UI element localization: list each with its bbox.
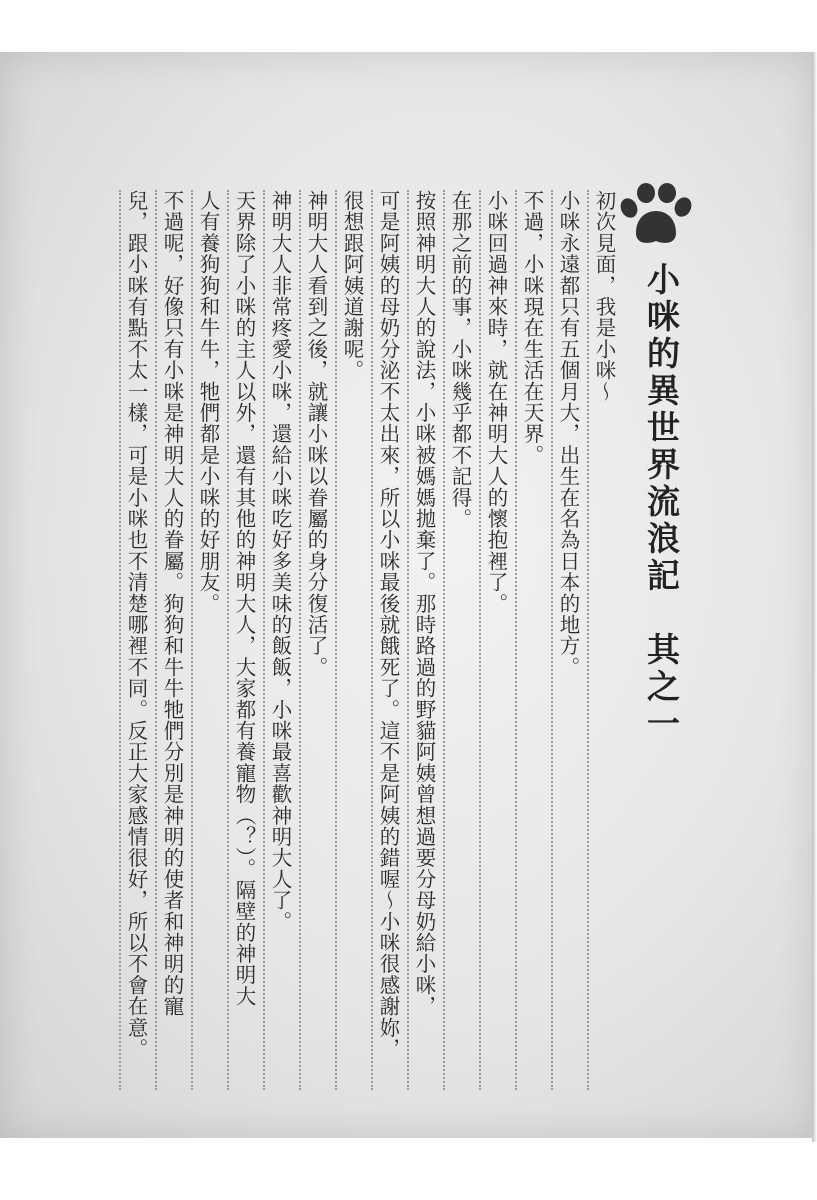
paw-print-icon [620,183,692,249]
text-column-13: 不過呢，好像只有小咪是神明大人的眷屬。狗狗和牛牛牠們分別是神明的使者和神明的寵 [155,190,187,1090]
text-column-11: 天界除了小咪的主人以外，還有其他的神明大人，大家都有養寵物（？）。隔壁的神明大 [227,190,259,1090]
body-text [100,190,620,1090]
text-column-5: 在那之前的事，小咪幾乎都不記得。 [443,190,475,1090]
text-column-2: 小咪永遠都只有五個月大，出生在名為日本的地方。 [551,190,583,1090]
text-column-14: 兒，跟小咪有點不太一樣，可是小咪也不清楚哪裡不同。反正大家感情很好，所以不會在意。 [119,190,151,1090]
text-column-3: 不過，小咪現在生活在天界。 [515,190,547,1090]
page-edge [812,52,817,1142]
text-column-9: 神明大人看到之後，就讓小咪以眷屬的身分復活了。 [299,190,331,1090]
text-column-1: 初次見面，我是小咪～ [587,190,619,1090]
text-column-4: 小咪回過神來時，就在神明大人的懷抱裡了。 [479,190,511,1090]
text-column-8: 很想跟阿姨道謝呢。 [335,190,367,1090]
text-column-12: 人有養狗狗和牛牛，牠們都是小咪的好朋友。 [191,190,223,1090]
text-column-10: 神明大人非常疼愛小咪，還給小咪吃好多美味的飯飯，小咪最喜歡神明大人了。 [263,190,295,1090]
text-column-7: 可是阿姨的母奶分泌不太出來，所以小咪最後就餓死了。這不是阿姨的錯喔～小咪很感謝妳， [371,190,403,1090]
text-column-6: 按照神明大人的說法，小咪被媽媽拋棄了。那時路過的野貓阿姨曾想過要分母奶給小咪， [407,190,439,1090]
chapter-title: 小咪的異世界流浪記 其之一 [642,262,681,743]
